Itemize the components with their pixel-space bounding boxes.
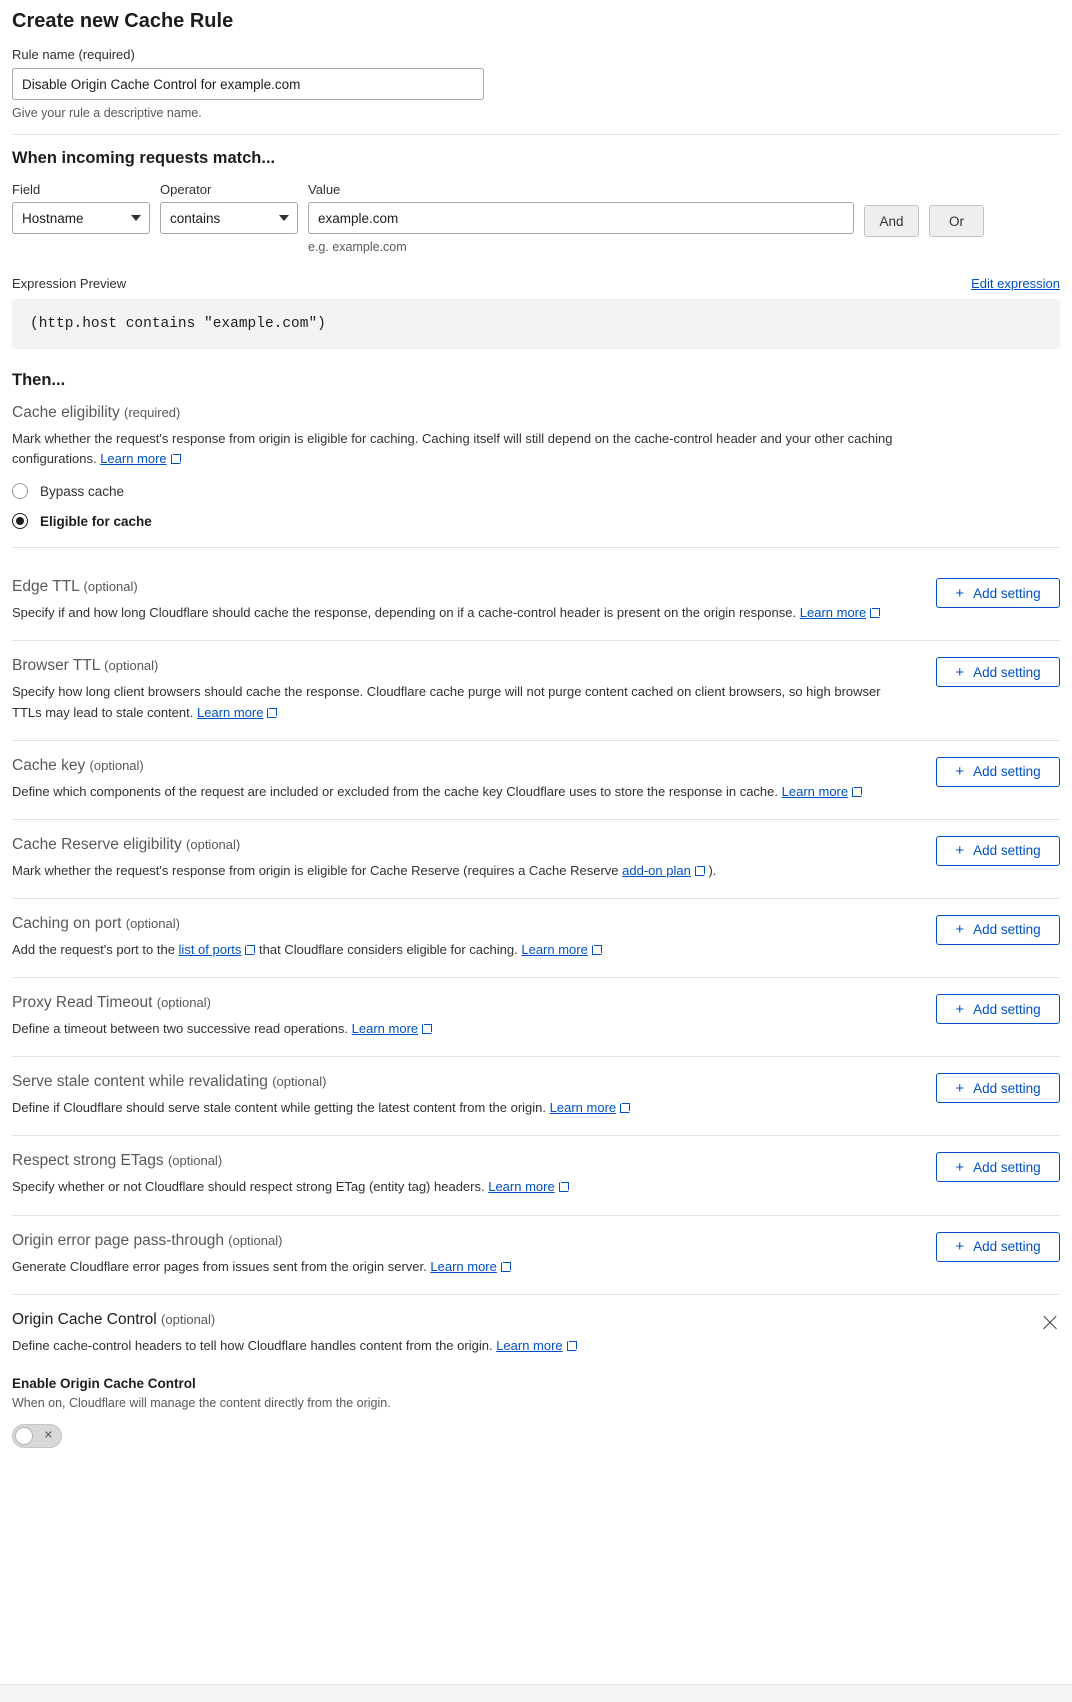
learn-more-link[interactable]: Learn more [549, 1100, 617, 1116]
external-link-icon [620, 1103, 630, 1113]
field-group [12, 182, 150, 234]
plus-icon: + [955, 584, 965, 602]
plus-icon: + [955, 921, 965, 939]
setting-title: Cache key [12, 756, 86, 774]
setting-optional: (optional) [272, 1074, 327, 1090]
setting-serve-stale-content [12, 1057, 1060, 1135]
setting-optional: (optional) [89, 757, 144, 773]
setting-desc: Add the request's port to the list of ports that Cloudflare considers eligible for caching. Learn more [12, 940, 912, 960]
page-title: Create new Cache Rule [12, 10, 234, 32]
cache-eligibility-section [12, 390, 1060, 529]
cache-eligibility-desc: Mark whether the request's response from origin is eligible for caching. Caching itself will still depend on the cache-control header and your other caching configurations. Learn more [12, 431, 893, 467]
add-setting-label: Add setting [973, 1159, 1041, 1175]
add-on-plan-link[interactable]: add-on plan [622, 862, 691, 878]
external-link-icon [852, 787, 862, 797]
external-link-icon [245, 945, 255, 955]
external-link-icon [695, 866, 705, 876]
or-button[interactable]: Or [929, 205, 984, 237]
setting-title: Respect strong ETags [12, 1152, 164, 1170]
add-setting-button[interactable] [936, 757, 1060, 787]
operator-select-value: contains [160, 202, 298, 234]
add-setting-label: Add setting [973, 1239, 1041, 1255]
setting-title: Caching on port [12, 914, 122, 932]
edit-expression-link[interactable]: Edit expression [971, 276, 1060, 291]
setting-edge-ttl [12, 562, 1060, 640]
learn-more-link[interactable]: Learn more [197, 704, 264, 720]
close-icon[interactable] [1040, 1313, 1060, 1333]
divider [12, 134, 1060, 135]
learn-more-link[interactable]: Learn more [781, 783, 849, 799]
learn-more-link[interactable]: Learn more [799, 605, 867, 621]
add-setting-button[interactable] [936, 578, 1060, 608]
setting-title: Origin error page pass-through [12, 1231, 224, 1249]
rule-name-hint: Give your rule a descriptive name. [12, 106, 202, 120]
setting-optional: (optional) [125, 915, 180, 931]
plus-icon: + [955, 1158, 965, 1176]
plus-icon: + [955, 842, 965, 860]
setting-title: Serve stale content while revalidating [12, 1073, 268, 1091]
cache-eligibility-title: Cache eligibility (required) [12, 404, 181, 421]
operator-label: Operator [160, 182, 212, 197]
setting-optional: (optional) [156, 995, 211, 1011]
setting-title: Edge TTL [12, 578, 80, 596]
add-setting-label: Add setting [973, 1080, 1041, 1096]
expression-preview-box: (http.host contains "example.com") [12, 299, 1060, 349]
learn-more-link[interactable]: Learn more [100, 451, 167, 467]
field-label: Field [12, 182, 41, 197]
add-setting-label: Add setting [973, 764, 1041, 780]
external-link-icon [567, 1341, 577, 1351]
learn-more-link[interactable]: Learn more [521, 941, 588, 957]
setting-origin-error-page-pass-through [12, 1216, 1060, 1294]
add-setting-label: Add setting [973, 664, 1041, 680]
add-setting-button[interactable] [936, 1152, 1060, 1182]
expression-header [12, 276, 1060, 291]
learn-more-link[interactable]: Learn more [496, 1337, 563, 1353]
setting-desc: Define a timeout between two successive read operations. Learn more [12, 1019, 912, 1039]
toggle-off-icon: ✕ [43, 1429, 53, 1442]
radio-icon [12, 483, 28, 499]
external-link-icon [592, 945, 602, 955]
external-link-icon [171, 454, 181, 464]
value-label: Value [308, 182, 341, 197]
external-link-icon [559, 1182, 569, 1192]
bottom-bar [0, 1684, 1072, 1702]
setting-origin-cache-control [12, 1295, 1060, 1448]
rule-name-label: Rule name (required) [12, 47, 135, 62]
match-row [12, 182, 1060, 254]
learn-more-link[interactable]: Learn more [351, 1021, 419, 1037]
setting-desc: Mark whether the request's response from origin is eligible for Cache Reserve (requires a Cache Reserve add-on plan ). [12, 862, 717, 878]
then-heading: Then... [12, 371, 66, 389]
add-setting-label: Add setting [973, 922, 1041, 938]
setting-optional: (optional) [167, 1153, 223, 1169]
plus-icon: + [955, 1238, 965, 1256]
radio-bypass-cache-label: Bypass cache [40, 483, 125, 499]
field-select-value: Hostname [12, 202, 150, 234]
setting-caching-on-port [12, 899, 1060, 977]
external-link-icon [422, 1024, 432, 1034]
plus-icon: + [955, 1079, 965, 1097]
add-setting-label: Add setting [973, 585, 1041, 601]
setting-desc: Define if Cloudflare should serve stale content while getting the latest content from the origin. Learn more [12, 1098, 912, 1118]
value-input[interactable] [308, 202, 854, 234]
expression-preview-label: Expression Preview [12, 276, 127, 291]
radio-eligible-for-cache[interactable] [12, 513, 1060, 529]
setting-respect-strong-etags [12, 1136, 1060, 1214]
plus-icon: + [955, 1000, 965, 1018]
enable-origin-cache-control-toggle[interactable] [12, 1424, 62, 1448]
list-of-ports-link[interactable]: list of ports [178, 941, 242, 957]
match-heading: When incoming requests match... [12, 149, 276, 167]
setting-title: Proxy Read Timeout [12, 994, 153, 1012]
external-link-icon [267, 708, 277, 718]
external-link-icon [870, 608, 880, 618]
setting-desc: Define cache-control headers to tell how Cloudflare handles content from the origin. Learn more [12, 1336, 577, 1356]
toggle-knob [15, 1427, 33, 1445]
value-hint: e.g. example.com [308, 240, 407, 254]
add-setting-button[interactable] [936, 1073, 1060, 1103]
add-setting-label: Add setting [973, 843, 1041, 859]
add-setting-button[interactable] [936, 657, 1060, 687]
rule-name-group [12, 47, 1060, 120]
setting-desc: Specify if and how long Cloudflare should cache the response, depending on if a cache-control header is present on the origin response. Learn more [12, 603, 912, 623]
radio-icon-selected [12, 513, 28, 529]
add-setting-button[interactable] [936, 836, 1060, 866]
setting-optional: (optional) [104, 658, 159, 674]
divider [12, 547, 1060, 548]
radio-bypass-cache[interactable] [12, 483, 1060, 499]
plus-icon: + [955, 663, 965, 681]
setting-browser-ttl [12, 641, 1060, 739]
setting-optional: (optional) [228, 1232, 283, 1248]
value-group [308, 182, 854, 254]
rule-name-input[interactable] [12, 68, 484, 100]
enable-origin-cache-control-desc: When on, Cloudflare will manage the content directly from the origin. [12, 1395, 391, 1410]
operator-select[interactable] [160, 202, 298, 234]
setting-title: Origin Cache Control [12, 1310, 157, 1328]
and-button-wrap [864, 182, 919, 237]
add-setting-button[interactable] [936, 915, 1060, 945]
add-setting-button[interactable] [936, 1232, 1060, 1262]
add-setting-label: Add setting [973, 1001, 1041, 1017]
setting-cache-reserve-eligibility [12, 820, 1060, 898]
setting-title: Browser TTL [12, 657, 100, 675]
setting-proxy-read-timeout [12, 978, 1060, 1056]
setting-optional: (optional) [186, 836, 241, 852]
radio-eligible-for-cache-label: Eligible for cache [40, 513, 152, 529]
learn-more-link[interactable]: Learn more [488, 1179, 555, 1195]
setting-optional: (optional) [161, 1311, 216, 1327]
setting-title: Cache Reserve eligibility [12, 835, 182, 853]
setting-desc: Define which components of the request are included or excluded from the cache key Cloudflare uses to store the response in cache. Learn more [12, 782, 912, 802]
setting-desc: Specify whether or not Cloudflare should respect strong ETag (entity tag) headers. Learn more [12, 1177, 912, 1197]
enable-origin-cache-control-label: Enable Origin Cache Control [12, 1375, 196, 1391]
add-setting-button[interactable] [936, 994, 1060, 1024]
external-link-icon [501, 1262, 511, 1272]
and-button[interactable]: And [864, 205, 919, 237]
setting-desc: Specify how long client browsers should cache the response. Cloudflare cache purge will not purge content cached on client browsers, so high browser TTLs may lead to stale content. Learn more [12, 684, 881, 720]
plus-icon: + [955, 763, 965, 781]
or-button-wrap [929, 182, 984, 237]
setting-optional: (optional) [83, 579, 138, 595]
setting-cache-key [12, 741, 1060, 819]
field-select[interactable] [12, 202, 150, 234]
operator-group [160, 182, 298, 234]
setting-desc: Generate Cloudflare error pages from issues sent from the origin server. Learn more [12, 1257, 912, 1277]
learn-more-link[interactable]: Learn more [430, 1258, 497, 1274]
